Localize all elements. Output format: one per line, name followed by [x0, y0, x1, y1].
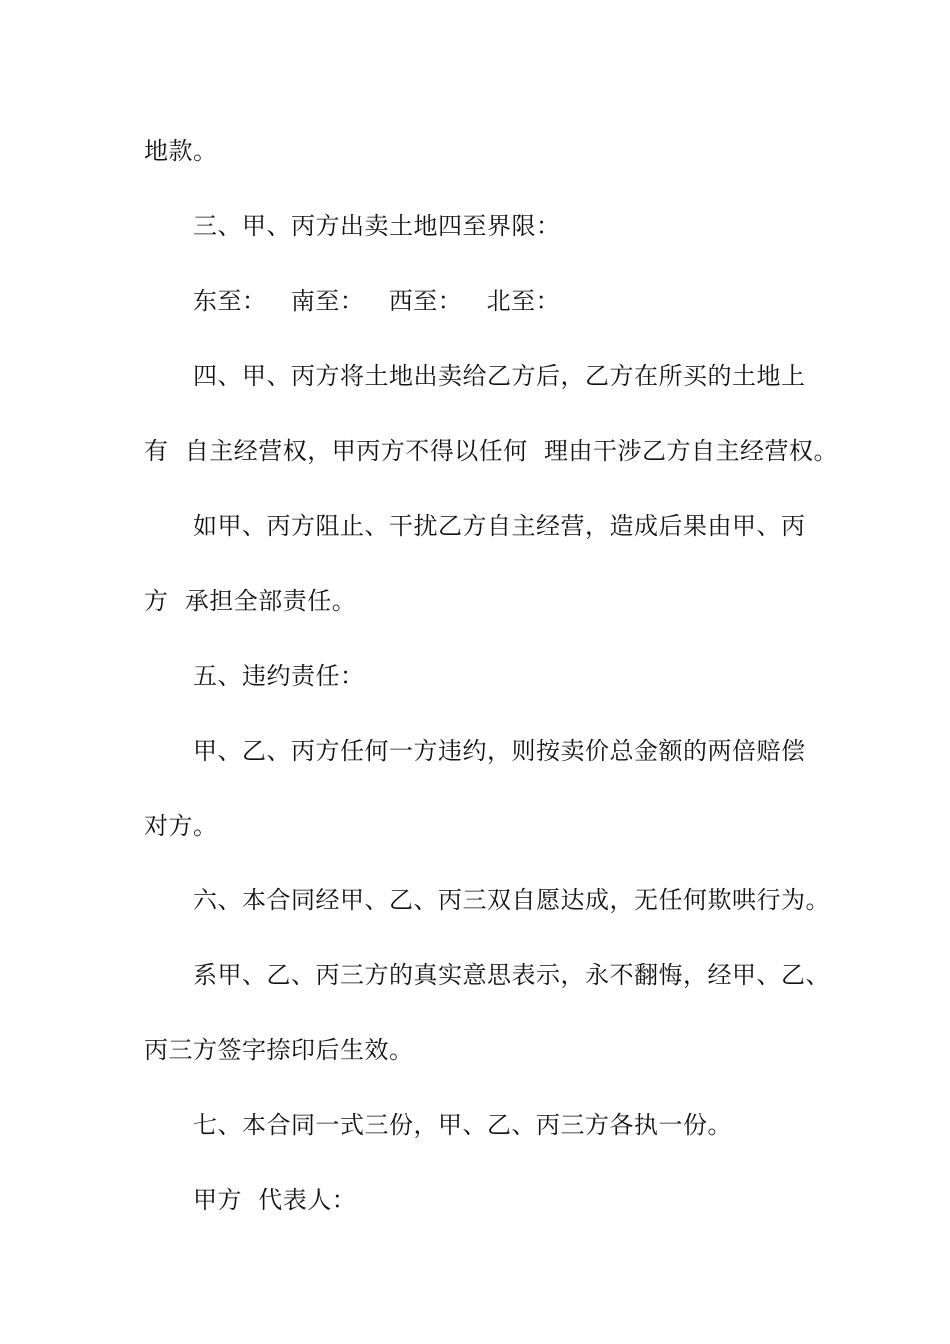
text-line-11: 六、本合同经甲、乙、丙三双自愿达成，无任何欺哄行为。: [193, 886, 830, 914]
text-line-14: 七、本合同一式三份，甲、乙、丙三方各执一份。: [193, 1111, 732, 1139]
text-line-5: 有 自主经营权，甲丙方不得以任何 理由干涉乙方自主经营权。: [144, 437, 839, 465]
text-line-15: 甲方 代表人：: [193, 1186, 357, 1214]
text-line-6: 如甲、丙方阻止、干扰乙方自主经营，造成后果由甲、丙: [193, 512, 806, 540]
text-line-7: 方 承担全部责任。: [144, 587, 357, 615]
text-line-2: 三、甲、丙方出卖土地四至界限：: [193, 212, 561, 240]
text-line-9: 甲、乙、丙方任何一方违约，则按卖价总金额的两倍赔偿: [193, 737, 806, 765]
text-line-8: 五、违约责任：: [193, 662, 365, 690]
text-line-13: 丙三方签字捺印后生效。: [144, 1036, 414, 1064]
text-line-4: 四、甲、丙方将土地出卖给乙方后，乙方在所买的土地上: [193, 362, 806, 390]
text-line-3: 东至： 南至： 西至： 北至：: [193, 287, 561, 315]
text-line-1: 地款。: [144, 137, 218, 165]
text-line-12: 系甲、乙、丙三方的真实意思表示，永不翻悔，经甲、乙、: [193, 961, 830, 989]
text-line-10: 对方。: [144, 812, 218, 840]
